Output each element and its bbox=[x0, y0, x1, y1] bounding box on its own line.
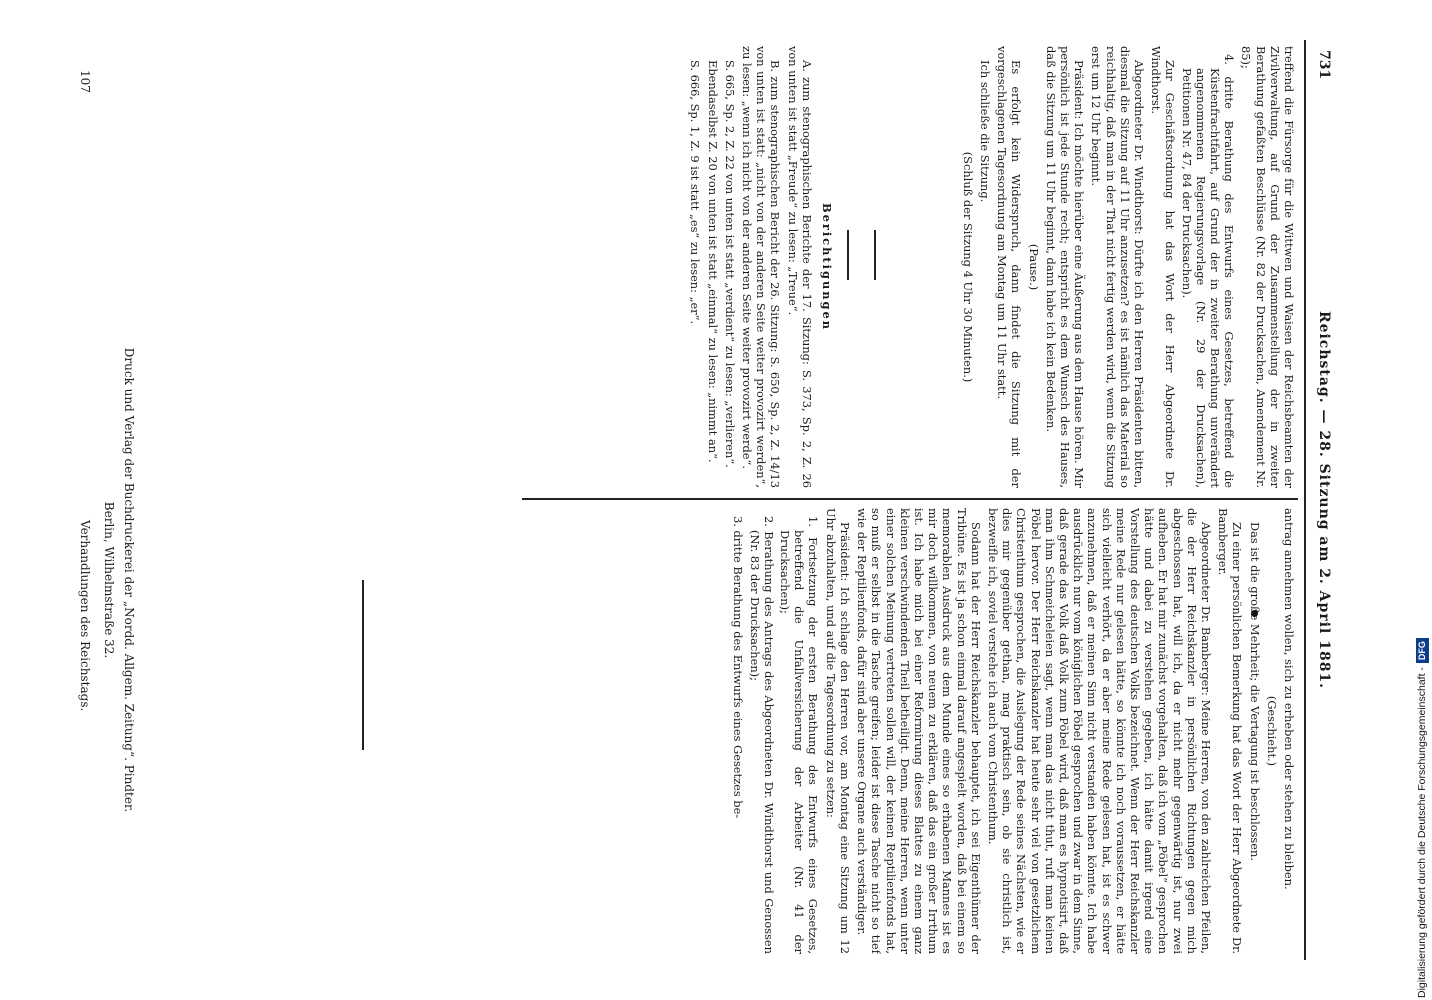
page-number-bottom: 107 bbox=[78, 70, 92, 93]
paragraph: Präsident: Ich schlage den Herren vor, am Montag eine Sitzung um 12 Uhr abzuhalten, und auf die Tagesordnung zu setzen: bbox=[823, 508, 852, 954]
column-right bbox=[516, 508, 1296, 954]
agenda-item: 4. dritte Berathung des Entwurfs eines Gesetzes, betreffend die Küstenfrachtfahrt, auf Grund der in zweiter Berathung unverändert angenommenen Regierungsvorlage (Nr. 29 der Drucksachen), Petitionen Nr. 47, 84 der Drucksachen). bbox=[1179, 54, 1237, 488]
agenda-item: 3. dritte Berathung des Entwurfs eines Gesetzes be- bbox=[731, 516, 746, 819]
section-rule bbox=[875, 230, 877, 280]
paragraph: Sodann hat der Herr Reichskanzler behauptet, ich sei Eigenthümer der Tribüne. Es ist ja schon einmal darauf angespielt worden, daß bei einem so memorablen Ausdruck aus dem Munde eines so erhabenen Mannes ist es mir doch willkommen, von neuem zu erklären, daß das ein großer Irrthum ist. Ich habe mich bei einer Reformirung dieses Blattes zu einem ganz kleinen verschwindenden Theil betheiligt. Denn, meine Herren, wenn unter einer solchen Meinung vertreten sollen will, der keinen Reptilienfonds hat, so muß er selbst in die Tasche greifen; leider ist diese Tasche nicht so tief wie der Reptilienfonds, dafür sind aber unsere Organe auch verständiger. bbox=[855, 508, 983, 954]
printer-line-1: Druck und Verlag der Buchdruckerei der „Nordd. Allgem. Zeitung“. Pindter. bbox=[122, 347, 136, 813]
correction: Ebendaselbst Z. 20 von unten ist statt „einmal“ zu lesen: „nimmt an“. bbox=[705, 60, 720, 463]
stage-direction: (Geschieht.) bbox=[1264, 695, 1279, 767]
paragraph: Zu einer persönlichen Bemerkung hat das Wort der Herr Abgeordnete Dr. Bamberger. bbox=[1216, 508, 1245, 954]
correction: S. 666, Sp. 1, Z. 9 ist statt „es“ zu lesen: „er“. bbox=[688, 60, 703, 325]
corrections-block bbox=[522, 46, 842, 488]
paragraph: Abgeordneter Dr. Windthorst: Dürfte ich den Herren Präsidenten bitten, diesmal die Sitzung auf 11 Uhr anzusetzen? es ist nämlich das Material so reichhaltig, daß man in der That nicht fertig werden wird, wenn die Sitzung erst um 12 Uhr beginnt. bbox=[1089, 46, 1146, 488]
agenda-item: 1. Fortsetzung der ersten Berathung des Entwurfs eines Gesetzes, betreffend die Unfallversicherung der Arbeiter (Nr. 41 der Drucksachen); bbox=[778, 516, 821, 954]
header-rule bbox=[1304, 40, 1306, 960]
footer-rule bbox=[363, 580, 365, 750]
correction: B. zum stenographischen Bericht der 26. Sitzung: S. 650, Sp. 2, Z. 14/13 von unten ist statt: „nicht von der anderen Seite weiter provozirt werden“, zu lesen: „wenn ich nicht von der anderen Seite weiter provozirt werde“. bbox=[739, 46, 783, 488]
running-title: Reichstag. — 28. Sitzung am 2. April 1881. bbox=[1316, 310, 1332, 690]
paragraph: treffend die Fürsorge für die Wittwen und Waisen der Reichsbeamten der Zivilverwaltung, auf Grund der Zusammenstellung der in zweiter Berathung gefaßten Beschlüsse (Nr. 82 der Drucksachen, Amendement Nr. 85); bbox=[1239, 46, 1296, 488]
dfg-credit-text: Digitalisierung gefördert durch die Deutsche Forschungsgemeinschaft - bbox=[1416, 667, 1428, 998]
section-rule-2 bbox=[848, 230, 850, 280]
page-header bbox=[1310, 30, 1332, 970]
page-number-top: 731 bbox=[1316, 50, 1332, 80]
correction: A. zum stenographischen Berichte der 17. Sitzung: S. 373, Sp. 2, Z. 26 von unten ist statt „Freude“ zu lesen: „Treue“. bbox=[785, 46, 814, 488]
dfg-sidebar bbox=[1412, 0, 1432, 1000]
stage-direction: (Schluß der Sitzung 4 Uhr 30 Minuten.) bbox=[960, 151, 975, 383]
correction: S. 665, Sp. 2, Z. 22 von unten ist statt „verdient“ zu lesen: „verlieren“. bbox=[722, 60, 737, 468]
footer-left: Verhandlungen des Reichstags. bbox=[78, 520, 92, 712]
corrections-heading: Berichtigungen bbox=[820, 202, 834, 332]
paragraph: Ich schließe die Sitzung. bbox=[977, 60, 992, 203]
speech-bamberger: Abgeordneter Dr. Bamberger: Meine Herren, von den zahlreichen Pfeilen, die der Herr Reichskanzler in persönlichen Richtungen gegen mich abgeschossen hat, will ich, da er nicht mehr gegenwärtig ist, nur zwei aufheben. Er hat mir zunächst vorgehalten, daß ich vom „Pöbel“ gesprochen hätte und dabei zu verstehen gegeben, ich hätte damit irgend eine Vorstellung des deutschen Volks bezeichnet. Wenn der Herr Reichskanzler meine Rede nur gelesen hätte, so könnte ich noch voraussetzen, er hätte sich vielleicht verhört, da er aber meine Rede gelesen hat, ist es schwer anzunehmen, daß er meinen Sinn nicht verstanden haben könnte. Ich habe ausdrücklich nur vom königlichen Pöbel gesprochen und zwar in dem Sinne, daß gerade das Volk daß Volk zum Pöbel wird, daß man es hypnotisirt, daß man ihm Schmeicheleien sagt, wenn man das nicht thut, ruft man keinen Pöbel hervor. Der Herr Reichskanzler hat heute sehr viel von gesetzlichem Christenthum gesprochen, die Auslegung der Rede seines Nächsten, wie er dies mir gegenüber gethan, mag praktisch sein, ob sie christlich ist, bezweifle ich, soviel verstehe ich auch vom Christenthum. bbox=[985, 508, 1213, 954]
agenda-item: 2. Berathung des Antrags des Abgeordneten Dr. Windthorst und Genossen (Nr. 83 der Drucksachen); bbox=[747, 516, 776, 954]
paragraph: antrag annehmen wollen, sich zu erheben oder stehen zu bleiben. bbox=[1282, 508, 1296, 890]
paragraph: Präsident: Ich möchte hierüber eine Äußerung aus dem Hause hören. Mir persönlich ist jede Stunde recht; entspricht es dem Wunsch des Hauses, daß die Sitzung um 11 Uhr beginnt, dann habe ich kein Bedenken. bbox=[1043, 46, 1087, 488]
printer-line-2: Berlin, Wilhelmstraße 32. bbox=[102, 501, 116, 659]
dfg-logo-icon: DFG bbox=[1416, 638, 1429, 663]
paragraph: Das ist die große Mehrheit; die Vertagung ist beschlossen. bbox=[1247, 522, 1262, 861]
column-divider bbox=[522, 498, 1298, 500]
paragraph: Zur Geschäftsordnung hat das Wort der Herr Abgeordnete Dr. Windthorst. bbox=[1149, 46, 1178, 488]
column-left bbox=[886, 46, 1296, 488]
stage-direction: (Pause.) bbox=[1026, 243, 1041, 291]
paragraph: Es erfolgt kein Widerspruch, dann findet die Sitzung mit der vorgeschlagenen Tagesordnung am Montag um 11 Uhr statt. bbox=[995, 46, 1024, 488]
